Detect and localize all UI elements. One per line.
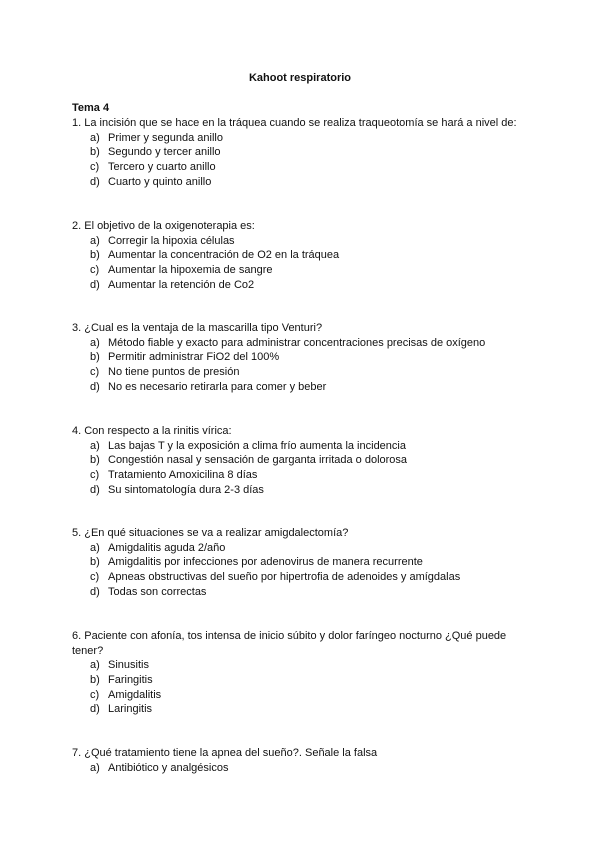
question-text: 3. ¿Cual es la ventaja de la mascarilla tipo Venturi? [72, 322, 323, 334]
option-letter: c) [90, 264, 100, 277]
option-letter: b) [90, 454, 100, 467]
option-text: Amigdalitis aguda 2/año [108, 541, 226, 554]
answer-options [72, 658, 532, 717]
option-text: Tratamiento Amoxicilina 8 días [108, 469, 258, 482]
answer-option [72, 336, 532, 351]
option-text: Amigdalitis [108, 688, 162, 701]
question-3 [72, 321, 532, 394]
option-letter: d) [90, 483, 100, 496]
answer-option [72, 131, 532, 146]
option-text: Corregir la hipoxia células [108, 234, 235, 247]
option-text: Aumentar la concentración de O2 en la tráquea [108, 249, 340, 262]
answer-option [72, 160, 532, 175]
option-text: Faringitis [108, 674, 153, 687]
option-letter: d) [90, 278, 100, 291]
option-text: Antibiótico y analgésicos [108, 761, 229, 774]
answer-options [72, 131, 532, 190]
answer-option [72, 702, 532, 717]
answer-option [72, 248, 532, 263]
option-letter: d) [90, 585, 100, 598]
option-letter: c) [90, 366, 100, 379]
question-7 [72, 746, 532, 775]
question-5 [72, 526, 532, 599]
option-letter: c) [90, 469, 100, 482]
answer-option [72, 761, 532, 776]
answer-options [72, 761, 532, 776]
section-heading: Tema 4 [72, 102, 110, 114]
option-letter: a) [90, 541, 100, 554]
question-6 [72, 629, 532, 717]
answer-option [72, 688, 532, 703]
option-letter: a) [90, 336, 100, 349]
answer-option [72, 585, 532, 600]
option-text: Su sintomatología dura 2-3 días [108, 483, 264, 496]
answer-option [72, 234, 532, 249]
question-text: 6. Paciente con afonía, tos intensa de inicio súbito y dolor faríngeo nocturno ¿Qué puede tener? [72, 630, 507, 657]
answer-options [72, 336, 532, 395]
option-letter: b) [90, 249, 100, 262]
answer-option [72, 175, 532, 190]
option-letter: a) [90, 659, 100, 672]
answer-option [72, 263, 532, 278]
option-letter: d) [90, 380, 100, 393]
answer-option [72, 380, 532, 395]
option-letter: c) [90, 161, 100, 174]
answer-option [72, 453, 532, 468]
answer-option [72, 350, 532, 365]
question-text: 5. ¿En qué situaciones se va a realizar amigdalectomía? [72, 527, 349, 539]
option-letter: d) [90, 175, 100, 188]
question-text: 1. La incisión que se hace en la tráquea cuando se realiza traqueotomía se hará a nivel de: [72, 117, 517, 129]
option-letter: d) [90, 703, 100, 716]
option-text: Apneas obstructivas del sueño por hipertrofia de adenoides y amígdalas [108, 571, 461, 584]
option-letter: b) [90, 674, 100, 687]
option-text: No tiene puntos de presión [108, 366, 240, 379]
question-2 [72, 219, 532, 292]
option-text: Permitir administrar FiO2 del 100% [108, 351, 280, 364]
option-text: Primer y segunda anillo [108, 131, 223, 144]
answer-option [72, 570, 532, 585]
answer-option [72, 658, 532, 673]
answer-option [72, 145, 532, 160]
answer-options [72, 234, 532, 293]
option-text: Congestión nasal y sensación de garganta irritada o dolorosa [108, 454, 408, 467]
answer-option [72, 278, 532, 293]
answer-option [72, 365, 532, 380]
option-letter: c) [90, 688, 100, 701]
option-text: Aumentar la retención de Co2 [108, 278, 255, 291]
option-letter: b) [90, 556, 100, 569]
option-text: Amigdalitis por infecciones por adenovirus de manera recurrente [108, 556, 423, 569]
option-text: Cuarto y quinto anillo [108, 175, 212, 188]
answer-option [72, 673, 532, 688]
option-letter: a) [90, 131, 100, 144]
option-letter: a) [90, 761, 100, 774]
answer-option [72, 541, 532, 556]
option-text: Sinusitis [108, 659, 149, 672]
question-4 [72, 424, 532, 497]
answer-option [72, 439, 532, 454]
question-text: 4. Con respecto a la rinitis vírica: [72, 425, 232, 437]
option-text: Método fiable y exacto para administrar concentraciones precisas de oxígeno [108, 336, 486, 349]
option-text: Aumentar la hipoxemia de sangre [108, 264, 273, 277]
option-text: No es necesario retirarla para comer y beber [108, 380, 327, 393]
answer-options [72, 439, 532, 498]
option-letter: c) [90, 571, 100, 584]
document-title: Kahoot respiratorio [248, 72, 352, 84]
question-text: 2. El objetivo de la oxigenoterapia es: [72, 220, 255, 232]
option-text: Las bajas T y la exposición a clima frío aumenta la incidencia [108, 439, 406, 452]
option-text: Segundo y tercer anillo [108, 146, 221, 159]
option-text: Laringitis [108, 703, 153, 716]
answer-options [72, 541, 532, 600]
option-text: Tercero y cuarto anillo [108, 161, 216, 174]
option-letter: a) [90, 439, 100, 452]
answer-option [72, 483, 532, 498]
option-text: Todas son correctas [108, 585, 207, 598]
question-text: 7. ¿Qué tratamiento tiene la apnea del sueño?. Señale la falsa [72, 747, 378, 759]
answer-option [72, 468, 532, 483]
answer-option [72, 555, 532, 570]
option-letter: b) [90, 351, 100, 364]
option-letter: b) [90, 146, 100, 159]
option-letter: a) [90, 234, 100, 247]
question-1 [72, 116, 532, 189]
